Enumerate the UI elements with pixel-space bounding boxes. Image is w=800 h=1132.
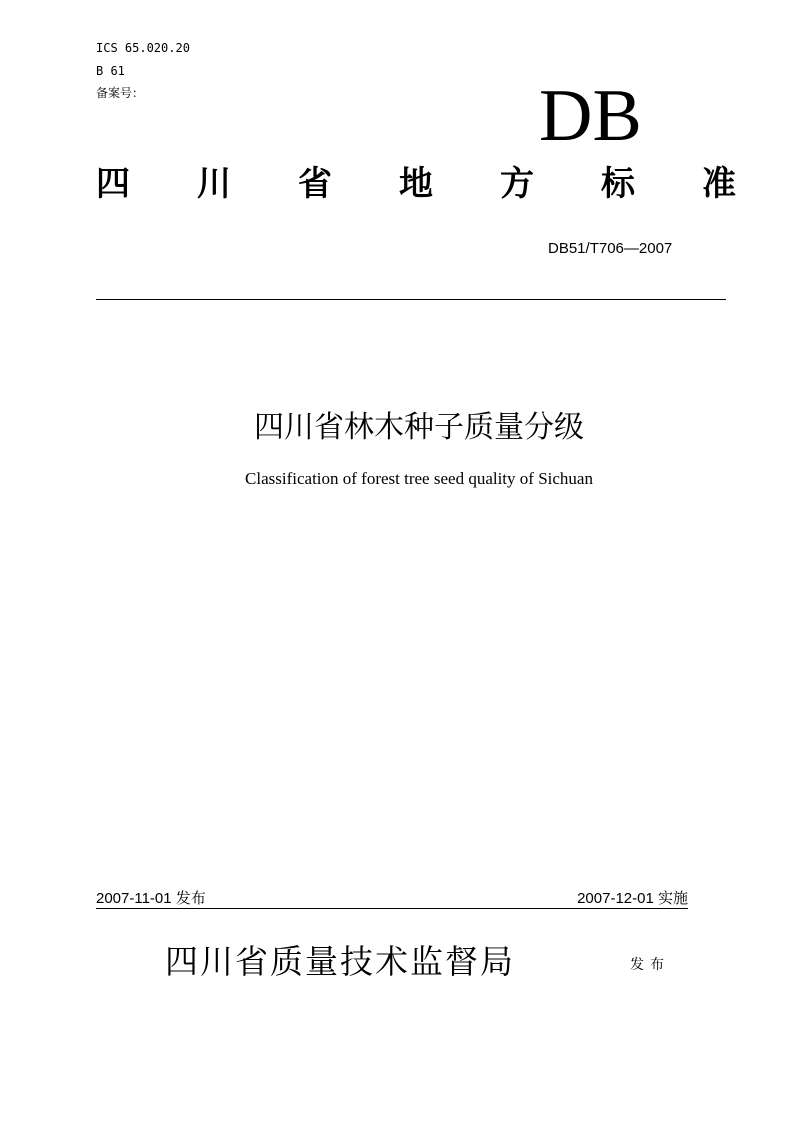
publish-date: 2007-11-01 发布 [96,890,206,907]
standard-title-char: 标 [601,164,635,204]
issuing-authority: 四川省质量技术监督局 [165,942,515,981]
classification-code: B 61 [96,64,125,78]
record-number-label: 备案号： [96,86,145,100]
implementation-date: 2007-12-01 实施 [577,890,688,907]
document-title-english: Classification of forest tree seed quality of Sichuan [245,469,593,488]
db-logo: DB [539,75,642,157]
standard-title-char: 省 [298,164,332,204]
standard-title-char: 方 [500,164,534,204]
issue-label: 发布 [630,957,670,973]
standard-title-char: 准 [702,164,736,204]
standard-type-title [96,160,736,208]
bottom-divider [96,908,688,909]
ics-code: ICS 65.020.20 [96,41,190,55]
standard-title-char: 川 [197,164,231,204]
standard-title-char: 地 [399,164,433,204]
document-title-chinese: 四川省林木种子质量分级 [254,410,584,445]
standard-title-char: 四 [96,164,130,204]
standard-number: DB51/T706—2007 [548,240,673,257]
top-divider [96,299,726,300]
